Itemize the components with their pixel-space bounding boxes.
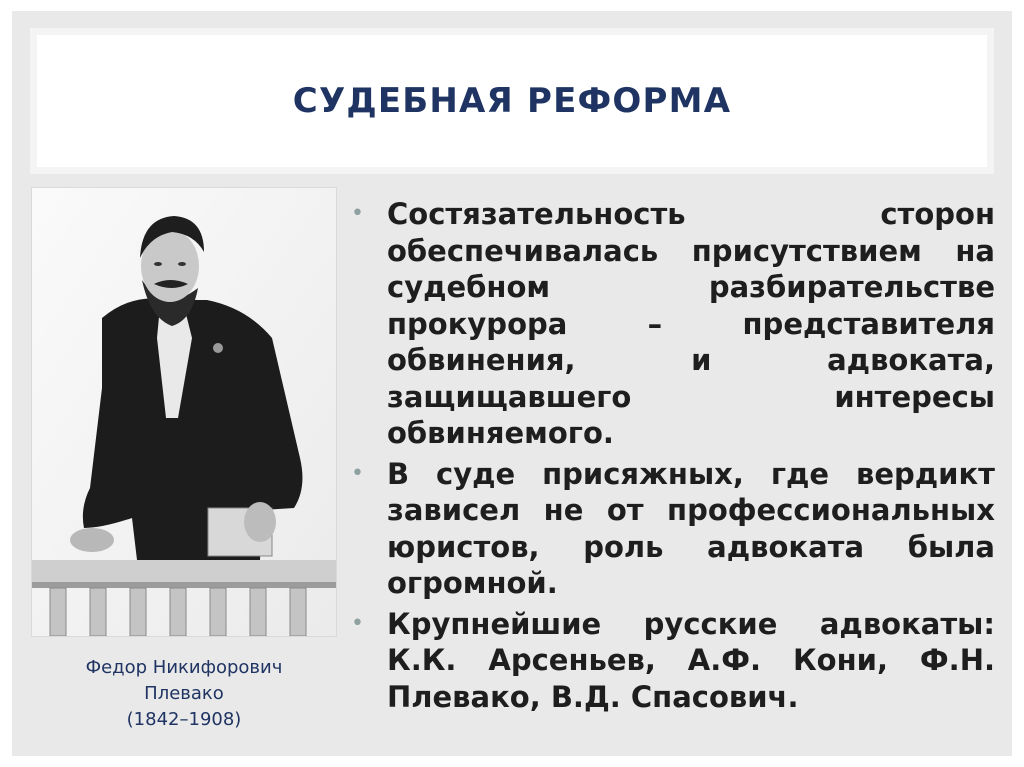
bullet-list xyxy=(345,196,995,719)
portrait-photo xyxy=(31,187,337,637)
bullet-item xyxy=(345,196,995,452)
bullet-text: Состязательность сторон обеспечивалась присутствием на судебном разбирательстве прокурора – представителя обвинения, и адвоката, защищавшего интересы обвиняемого. xyxy=(387,197,995,450)
caption-name-line1: Федор Никифорович xyxy=(85,657,283,678)
bullet-item xyxy=(345,456,995,602)
caption-years: (1842–1908) xyxy=(126,709,242,730)
bullet-item xyxy=(345,606,995,716)
portrait-illustration xyxy=(32,188,336,636)
bullet-text: Крупнейшие русские адвокаты: К.К. Арсеньев, А.Ф. Кони, Ф.Н. Плевако, В.Д. Спасович. xyxy=(387,606,995,714)
bullet-icon: • xyxy=(351,201,364,226)
bullet-text: В суде присяжных, где вердикт зависел не от профессиональных юристов, роль адвоката была огромной. xyxy=(387,456,995,600)
bullet-icon: • xyxy=(351,460,364,486)
slide-title: СУДЕБНАЯ РЕФОРМА xyxy=(292,81,732,121)
portrait-caption xyxy=(38,655,330,733)
caption-name-line2: Плевако xyxy=(144,683,224,704)
title-box xyxy=(30,28,994,174)
bullet-icon: • xyxy=(351,610,364,636)
